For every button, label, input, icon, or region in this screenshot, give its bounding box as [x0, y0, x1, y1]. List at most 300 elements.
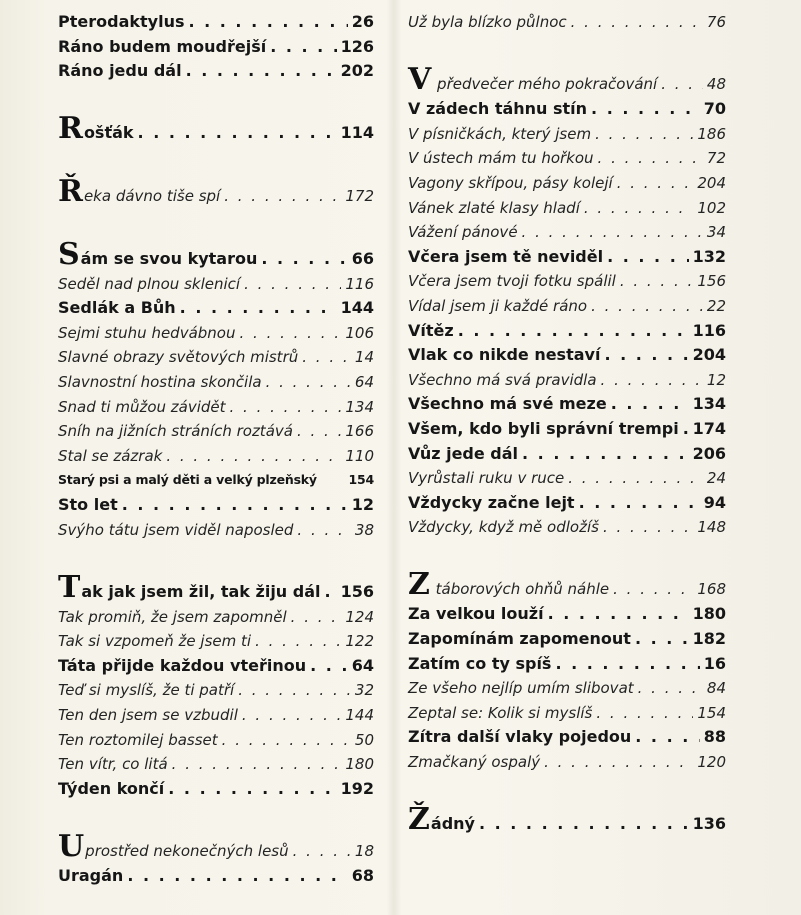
section-spacer: [58, 84, 374, 109]
entry-title-text: Týden končí: [58, 778, 165, 798]
toc-entry: [408, 343, 726, 368]
entry-title: [408, 97, 587, 122]
entry-title-text: V zádech táhnu stín: [408, 99, 588, 119]
toc-entry: [408, 627, 726, 652]
dot-leader: [548, 602, 689, 627]
entry-title: [408, 146, 594, 171]
page-gutter: [387, 0, 401, 915]
dot-leader: [222, 728, 351, 753]
dot-leader: [166, 444, 341, 469]
entry-title-text: Ten den jsem se vzbudil: [58, 706, 238, 725]
entry-title: [58, 173, 221, 212]
toc-entry: [58, 678, 374, 703]
page-number: 116: [345, 274, 374, 293]
dot-leader: [617, 171, 694, 196]
toc-entry: [408, 319, 726, 344]
right-column: [408, 10, 726, 837]
dot-leader: [127, 864, 347, 889]
entry-title-text: Tak promiň, že jsem zapomněl: [58, 607, 287, 626]
page-number: 88: [703, 727, 726, 747]
toc-entry: [58, 493, 374, 518]
entry-title: [58, 59, 182, 84]
entry-title: [408, 392, 607, 417]
entry-title: [408, 701, 592, 726]
entry-title-text: eka dávno tiše spí: [83, 186, 221, 205]
entry-title: [408, 10, 567, 35]
entry-title-text: Všem, kdo byli správní trempi: [408, 418, 679, 438]
entry-title: [408, 171, 613, 196]
section-spacer: [58, 542, 374, 567]
page-number: 66: [351, 248, 374, 268]
dot-leader: [261, 243, 347, 275]
entry-title: [58, 654, 306, 679]
dot-leader: [601, 368, 703, 393]
entry-title-text: Vagony skřípou, pásy kolejí: [408, 173, 613, 192]
dot-leader: [603, 515, 693, 540]
page-number: 18: [354, 842, 374, 861]
entry-title: [408, 750, 540, 775]
entry-title: [408, 368, 597, 393]
toc-entry: [58, 345, 374, 370]
toc-entry: [58, 35, 374, 60]
dot-leader: [297, 518, 350, 543]
dot-leader: [479, 808, 689, 840]
page-number: 14: [354, 348, 374, 367]
toc-entry: [408, 10, 726, 35]
page-number: 122: [345, 632, 374, 651]
section-spacer: [58, 801, 374, 826]
entry-title: [408, 343, 600, 368]
entry-title-text: Zatím co ty spíš: [408, 653, 552, 673]
page-number: 172: [345, 186, 374, 205]
entry-title: [58, 35, 266, 60]
page-number: 76: [706, 13, 726, 31]
entry-title-text: Stal se zázrak: [58, 446, 163, 465]
page-number: 204: [697, 173, 726, 192]
page-number: 204: [692, 345, 726, 365]
entry-title: [58, 468, 349, 493]
toc-entry: [58, 236, 374, 272]
section-initial: S: [58, 236, 80, 272]
entry-title: [58, 864, 123, 889]
dot-leader: [297, 419, 341, 444]
toc-entry: [408, 442, 726, 467]
page-number: 202: [340, 61, 374, 81]
page-number: 124: [345, 607, 374, 626]
dot-leader: [604, 343, 688, 368]
entry-title: [408, 466, 564, 491]
entry-title: [408, 515, 599, 540]
entry-title-text: Ráno jedu dál: [58, 61, 182, 81]
entry-title-text: Uragán: [58, 866, 124, 886]
entry-title-text: Vždycky začne lejt: [408, 492, 575, 512]
toc-entry: [408, 567, 726, 603]
entry-title-text: Ten roztomilej basset: [58, 730, 218, 749]
dot-leader: [242, 703, 341, 728]
dot-leader: [244, 272, 341, 297]
entry-title: [408, 417, 679, 442]
page-number: 64: [351, 655, 374, 675]
page-number: 22: [706, 296, 726, 315]
dot-leader: [598, 146, 703, 171]
entry-title: [408, 220, 518, 245]
page-number: 120: [697, 753, 726, 772]
entry-title-text: ošťák: [83, 123, 134, 143]
entry-title: [58, 493, 118, 518]
toc-entry: [408, 196, 726, 221]
toc-entry: [408, 491, 726, 516]
dot-leader: [522, 220, 703, 245]
page-number: 156: [340, 581, 374, 601]
page-number: 26: [351, 12, 374, 31]
page-number: 72: [706, 149, 726, 168]
dot-leader: [224, 180, 341, 212]
dot-leader: [579, 491, 700, 516]
page-number: 154: [697, 703, 726, 722]
toc-entry: [408, 146, 726, 171]
entry-title-text: Vídal jsem ji každé ráno: [408, 296, 588, 315]
toc-entry: [58, 395, 374, 420]
toc-entry: [408, 701, 726, 726]
page-number: 32: [354, 681, 374, 700]
toc-entry: [408, 652, 726, 677]
dot-leader: [555, 652, 699, 677]
dot-leader: [240, 321, 342, 346]
toc-entry: [58, 569, 374, 605]
dot-leader: [638, 676, 703, 701]
entry-title-text: Pterodaktylus: [58, 12, 185, 31]
toc-entry: [58, 777, 374, 802]
toc-entry: [58, 370, 374, 395]
toc-entry: [58, 728, 374, 753]
entry-title: [58, 272, 240, 297]
page-number: 114: [340, 123, 374, 143]
toc-entry: [408, 466, 726, 491]
entry-title: [58, 728, 218, 753]
entry-title-text: ám se svou kytarou: [80, 248, 258, 268]
section-spacer: [408, 775, 726, 800]
toc-entry: [58, 419, 374, 444]
dot-leader: [325, 576, 337, 608]
section-initial: Ř: [58, 173, 83, 209]
dot-leader: [238, 678, 351, 703]
page-number: 102: [697, 198, 726, 217]
toc-entry: [408, 417, 726, 442]
section-spacer: [58, 209, 374, 234]
entry-title: [58, 605, 287, 630]
toc-entry: [408, 269, 726, 294]
page-number: 136: [692, 814, 726, 834]
toc-entry: [408, 122, 726, 147]
page-number: 16: [703, 653, 726, 673]
page-number: 12: [706, 370, 726, 389]
entry-title: [58, 518, 293, 543]
page-number: 132: [692, 246, 726, 266]
entry-title-text: Už byla blízko půlnoc: [408, 13, 567, 31]
entry-title: [408, 319, 454, 344]
page-number: 168: [697, 580, 726, 599]
left-column: [58, 10, 374, 889]
toc-entry: [408, 97, 726, 122]
entry-title-text: V ústech mám tu hořkou: [408, 149, 594, 168]
toc-entry: [408, 368, 726, 393]
dot-leader: [138, 117, 337, 149]
dot-leader: [458, 319, 689, 344]
entry-title: [408, 294, 587, 319]
entry-title-text: Zítra další vlaky pojedou: [408, 727, 632, 747]
toc-entry: [58, 10, 374, 35]
entry-title: [408, 652, 551, 677]
entry-title: [58, 10, 184, 35]
toc-entry: [58, 444, 374, 469]
entry-title-text: Teď si myslíš, že ti patří: [58, 681, 235, 700]
dot-leader: [635, 725, 699, 750]
entry-title: [58, 296, 176, 321]
dot-leader: [168, 777, 336, 802]
page-number: 106: [345, 323, 374, 342]
toc-entry: [408, 392, 726, 417]
page-number: 134: [345, 397, 374, 416]
dot-leader: [302, 345, 351, 370]
entry-title-text: Sníh na jižních stráních roztává: [58, 422, 293, 441]
page-number: 70: [703, 99, 726, 119]
entry-title-text: Vážení pánové: [408, 223, 518, 242]
entry-title: [408, 196, 580, 221]
entry-title: [58, 395, 226, 420]
dot-leader: [607, 245, 689, 270]
toc-entry: [408, 62, 726, 98]
entry-title-text: Vánek zlaté klasy hladí: [408, 198, 580, 217]
entry-title-text: Sto let: [58, 494, 118, 514]
page-number: 64: [354, 372, 374, 391]
dot-leader: [591, 294, 703, 319]
entry-title: [408, 602, 544, 627]
entry-title-text: Zapomínám zapomenout: [408, 629, 631, 649]
entry-title-text: Ze všeho nejlíp umím slibovat: [408, 679, 634, 698]
entry-title-text: Tak si vzpomeň že jsem ti: [58, 632, 252, 651]
page-number: 180: [692, 604, 726, 624]
entry-title: [58, 629, 251, 654]
page-number: 156: [697, 272, 726, 291]
page-number: 110: [345, 446, 374, 465]
entry-title-text: Slavné obrazy světových mistrů: [58, 348, 299, 367]
entry-title-text: Vůz jede dál: [408, 443, 519, 463]
dot-leader: [172, 752, 342, 777]
entry-title-text: V písničkách, který jsem: [408, 124, 592, 143]
dot-leader: [568, 466, 703, 491]
entry-title: [408, 62, 658, 100]
toc-entry: [408, 294, 726, 319]
section-spacer: [58, 146, 374, 171]
entry-title: [408, 122, 591, 147]
page-number: 180: [345, 755, 374, 774]
entry-title-text: ak jak jsem žil, tak žiju dál: [81, 581, 321, 601]
entry-title: [58, 236, 258, 275]
page-number: 94: [703, 492, 726, 512]
page-number: 154: [348, 472, 374, 488]
toc-entry: [408, 750, 726, 775]
entry-title-text: Za velkou louží: [408, 604, 544, 624]
entry-title: [408, 269, 616, 294]
section-initial: R: [58, 111, 83, 147]
entry-title-text: Všechno má svá pravidla: [408, 370, 597, 389]
toc-entry: [58, 752, 374, 777]
entry-title-text: ádný: [430, 814, 475, 834]
page-number: 166: [345, 422, 374, 441]
entry-title-text: Zmačkaný ospalý: [408, 753, 541, 772]
entry-title: [408, 442, 518, 467]
dot-leader: [661, 68, 703, 100]
dot-leader: [255, 629, 341, 654]
entry-title: [58, 111, 134, 149]
page-number: 192: [340, 778, 374, 798]
entry-title-text: Svýho tátu jsem viděl naposled: [58, 520, 294, 539]
toc-entry: [408, 602, 726, 627]
section-initial: Z: [408, 567, 430, 603]
toc-entry: [58, 703, 374, 728]
toc-entry: [58, 111, 374, 147]
dot-leader: [230, 395, 342, 420]
dot-leader: [596, 701, 693, 726]
page-number: 182: [692, 629, 726, 649]
dot-leader: [613, 573, 693, 605]
page-number: 116: [692, 320, 726, 340]
toc-entry: [408, 515, 726, 540]
page-number: 12: [351, 494, 374, 514]
entry-title: [58, 829, 289, 867]
toc-entry: [58, 272, 374, 297]
entry-title: [408, 567, 610, 605]
entry-title: [58, 419, 293, 444]
entry-title-text: Včera jsem tě neviděl: [408, 246, 604, 266]
entry-title: [408, 627, 631, 652]
entry-title: [58, 678, 234, 703]
entry-title-text: Ráno budem moudřejší: [58, 36, 267, 56]
entry-title: [58, 444, 162, 469]
entry-title-text: Starý psi a malý děti a velký plzeňský: [58, 472, 317, 488]
entry-title: [408, 245, 603, 270]
dot-leader: [180, 296, 337, 321]
dot-leader: [544, 750, 693, 775]
entry-title-text: prostřed nekonečných lesů: [85, 842, 289, 861]
section-spacer: [408, 35, 726, 60]
section-initial: T: [58, 569, 81, 605]
entry-title: [408, 491, 575, 516]
toc-entry: [58, 321, 374, 346]
toc-entry: [58, 173, 374, 209]
dot-leader: [293, 835, 351, 867]
entry-title-text: Zeptal se: Kolik si myslíš: [408, 703, 593, 722]
page-number: 38: [354, 520, 374, 539]
dot-leader: [683, 417, 689, 442]
dot-leader: [522, 442, 689, 467]
page-number: 148: [697, 518, 726, 537]
toc-entry: [408, 676, 726, 701]
dot-leader: [584, 196, 694, 221]
entry-title: [58, 370, 262, 395]
toc-entry: [58, 468, 374, 493]
entry-title: [408, 725, 631, 750]
toc-entry: [58, 605, 374, 630]
toc-entry: [58, 59, 374, 84]
section-initial: V: [408, 62, 432, 98]
dot-leader: [270, 35, 336, 60]
page-number: 34: [706, 223, 726, 242]
toc-entry: [58, 629, 374, 654]
toc-entry: [408, 220, 726, 245]
section-spacer: [408, 540, 726, 565]
dot-leader: [310, 654, 348, 679]
entry-title-text: Všechno má své meze: [408, 394, 607, 414]
dot-leader: [571, 10, 703, 35]
page-number: 50: [354, 730, 374, 749]
entry-title: [408, 802, 475, 840]
entry-title: [58, 569, 321, 608]
toc-entry: [408, 171, 726, 196]
toc-entry: [58, 296, 374, 321]
entry-title-text: Slavnostní hostina skončila: [58, 372, 262, 391]
page-number: 144: [340, 298, 374, 318]
page-number: 174: [692, 418, 726, 438]
page-number: 144: [345, 706, 374, 725]
entry-title: [58, 345, 298, 370]
entry-title-text: Vždycky, když mě odložíš: [408, 518, 599, 537]
entry-title-text: Snad ti můžou závidět: [58, 397, 226, 416]
entry-title-text: Sedlák a Bůh: [58, 298, 176, 318]
entry-title-text: Sejmi stuhu hedvábnou: [58, 323, 236, 342]
entry-title-text: táborových ohňů náhle: [430, 580, 610, 599]
entry-title-text: Vyrůstali ruku v ruce: [408, 469, 565, 488]
toc-entry: [408, 802, 726, 838]
dot-leader: [635, 627, 689, 652]
page-number: 68: [351, 866, 374, 886]
dot-leader: [595, 122, 693, 147]
entry-title: [58, 703, 238, 728]
entry-title-text: předvečer mého pokračování: [432, 75, 658, 94]
toc-entry: [58, 829, 374, 865]
dot-leader: [291, 605, 342, 630]
entry-title: [58, 752, 168, 777]
page-number: 186: [697, 124, 726, 143]
entry-title-text: Táta přijde každou vteřinou: [58, 655, 307, 675]
dot-leader: [266, 370, 351, 395]
dot-leader: [591, 97, 700, 122]
dot-leader: [620, 269, 694, 294]
page-number: 48: [706, 75, 726, 94]
toc-entry: [408, 245, 726, 270]
entry-title-text: Seděl nad plnou sklenicí: [58, 274, 241, 293]
entry-title: [58, 321, 236, 346]
entry-title-text: Ten vítr, co litá: [58, 755, 168, 774]
toc-entry: [58, 654, 374, 679]
section-initial: Ž: [408, 802, 430, 838]
page-number: 126: [340, 36, 374, 56]
entry-title-text: Včera jsem tvoji fotku spálil: [408, 272, 616, 291]
entry-title: [58, 777, 164, 802]
dot-leader: [611, 392, 689, 417]
toc-entry: [408, 725, 726, 750]
entry-title-text: Vlak co nikde nestaví: [408, 345, 601, 365]
page-number: 134: [692, 394, 726, 414]
section-initial: U: [58, 829, 85, 865]
dot-leader: [186, 59, 337, 84]
entry-title-text: Vítěz: [408, 320, 454, 340]
page-number: 24: [706, 469, 726, 488]
entry-title: [408, 676, 634, 701]
toc-entry: [58, 518, 374, 543]
page-number: 206: [692, 443, 726, 463]
toc-entry: [58, 864, 374, 889]
